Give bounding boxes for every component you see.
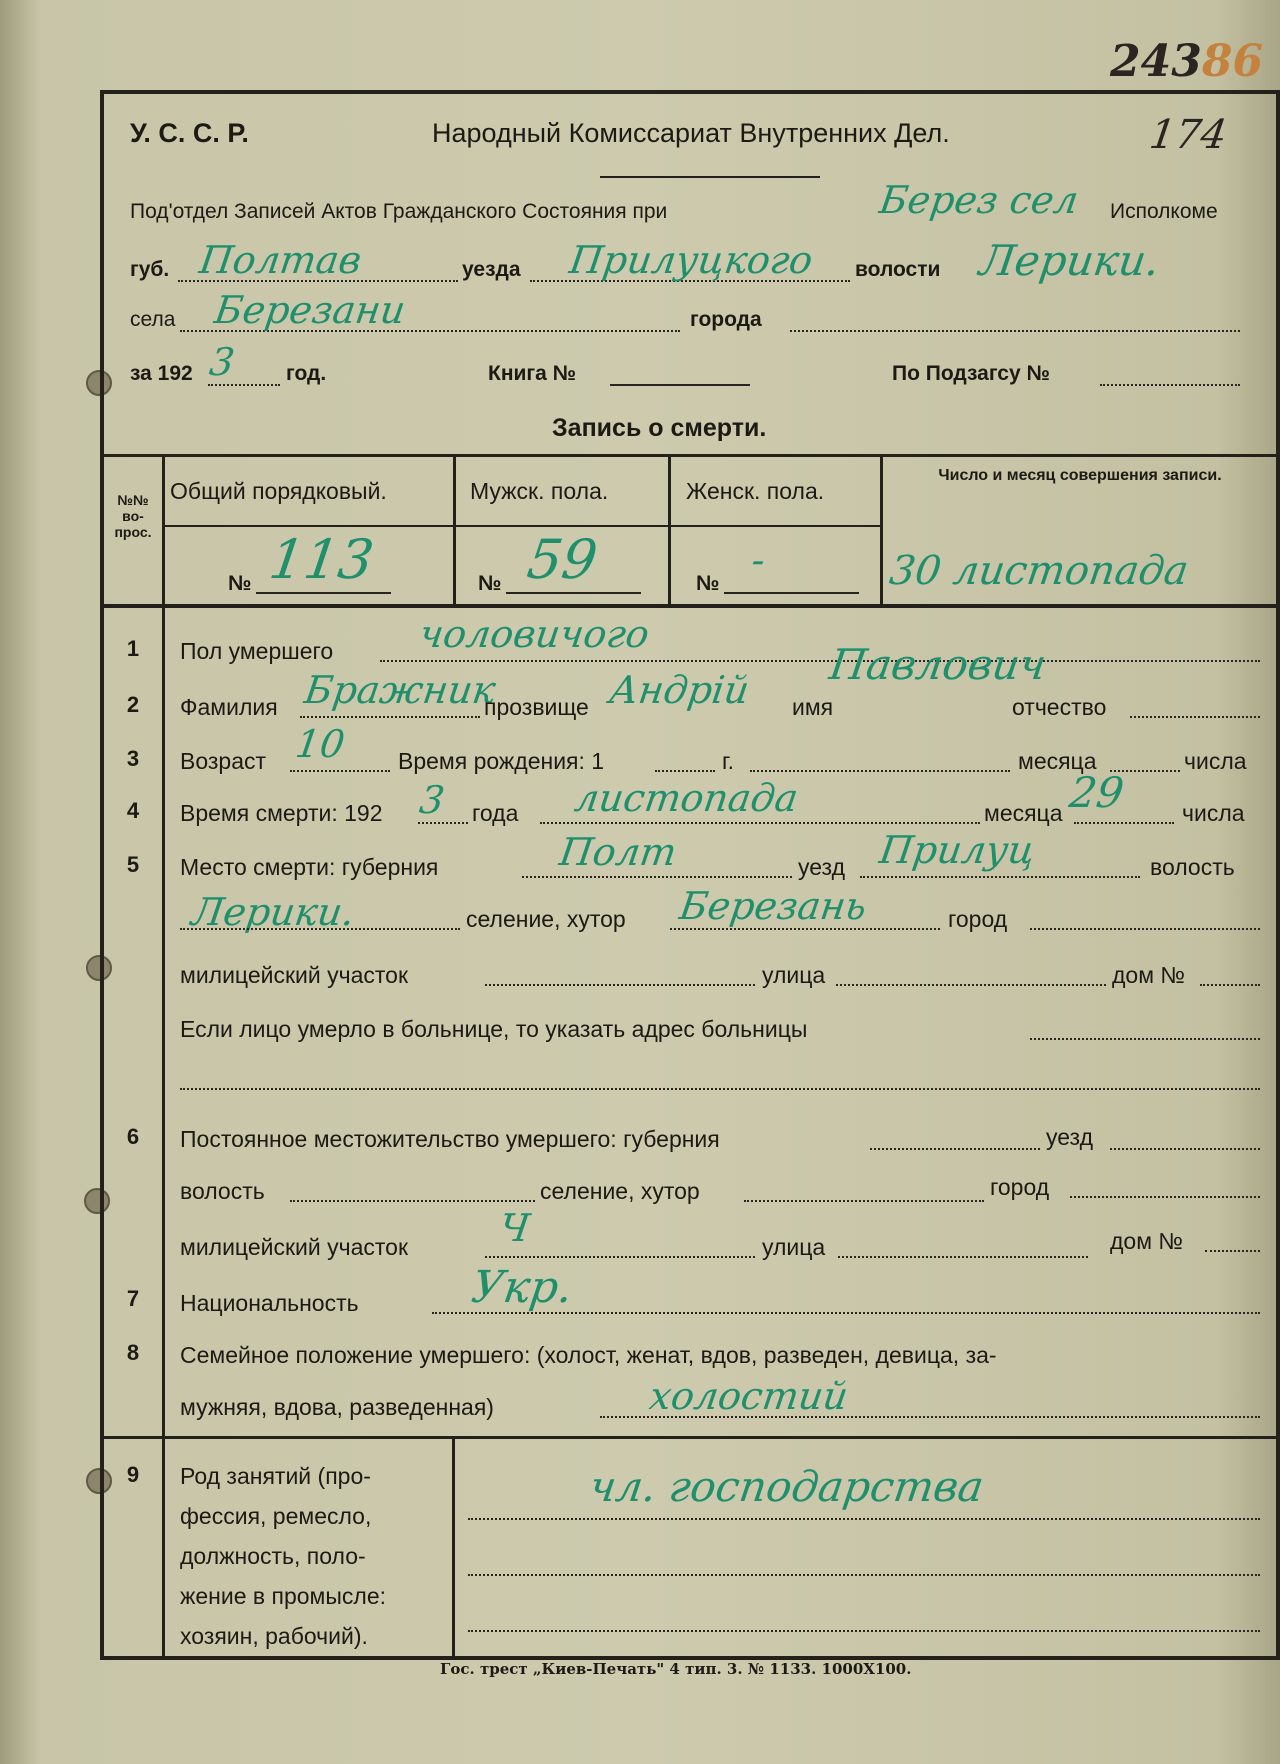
question-number-header: №№ во-прос. xyxy=(114,492,152,540)
general-no-label: № xyxy=(228,572,252,595)
death-militia-field xyxy=(485,984,755,986)
uezd-label: уезда xyxy=(462,258,521,281)
residence-uezd-field xyxy=(1110,1148,1260,1150)
birth-month-field xyxy=(750,770,1010,772)
row-number: 1 xyxy=(126,636,140,661)
row9-divider-line xyxy=(452,1436,455,1658)
general-header: Общий порядковый. xyxy=(170,478,387,504)
row-number: 4 xyxy=(126,798,140,823)
hospital-field-line2 xyxy=(180,1088,1260,1090)
marital-label-line2: мужняя, вдова, разведенная) xyxy=(180,1394,494,1420)
male-column-line xyxy=(668,454,671,604)
sex-hw: чоловичого xyxy=(416,612,652,656)
ussr-label: У. С. С. Р. xyxy=(130,118,249,148)
residence-village-field xyxy=(744,1200,984,1202)
occupation-field-2 xyxy=(468,1574,1260,1576)
occupation-field-1 xyxy=(468,1518,1260,1520)
record-date-hw: 30 листопада xyxy=(886,548,1192,594)
num-column-line xyxy=(162,454,165,1658)
title-underline xyxy=(600,176,820,178)
name-hw: Павлович xyxy=(826,640,1050,689)
death-volost-field xyxy=(180,928,460,930)
death-uezd-hw: Прилуц xyxy=(876,828,1038,872)
death-month-label: месяца xyxy=(984,800,1063,826)
row-number: 8 xyxy=(126,1340,140,1365)
volost-hw: Лерики. xyxy=(976,236,1163,285)
gorod-label: города xyxy=(690,308,762,331)
surname-field xyxy=(300,716,480,718)
year-label-pre: за 192 xyxy=(130,362,193,385)
row9-top-line xyxy=(100,1436,1280,1439)
kniga-field xyxy=(610,384,750,386)
death-time-label: Время смерти: 192 xyxy=(180,800,383,826)
female-number-hw: - xyxy=(748,538,768,582)
row-number: 6 xyxy=(126,1124,140,1149)
residence-city-label: город xyxy=(990,1174,1050,1200)
birth-year-field xyxy=(655,770,715,772)
volost-label: волости xyxy=(855,258,941,281)
marital-label-line1: Семейное положение умершего: (холост, женат, вдов, разведен, девица, за- xyxy=(180,1342,997,1368)
death-uezd-field xyxy=(860,876,1140,878)
header-mid-line xyxy=(162,525,880,527)
nationality-label: Национальность xyxy=(180,1290,359,1316)
occupation-hw: чл. господарства xyxy=(586,1462,987,1511)
occupation-field-3 xyxy=(468,1630,1260,1632)
occupation-label-line: Род занятий (про- xyxy=(180,1463,371,1489)
name-label: имя xyxy=(792,694,834,720)
residence-uezd-label: уезд xyxy=(1046,1124,1093,1150)
nickname-hw: Андрій xyxy=(606,668,752,712)
residence-militia-hw: Ч xyxy=(496,1206,533,1250)
residence-village-label: селение, хутор xyxy=(540,1178,700,1204)
residence-house-label: дом № xyxy=(1110,1228,1184,1254)
gub-hw: Полтав xyxy=(196,238,365,282)
occupation-label-line: должность, поло- xyxy=(180,1543,366,1569)
office-label: Под'отдел Записей Актов Гражданского Состояния при xyxy=(130,200,668,223)
residence-militia-field xyxy=(485,1256,755,1258)
death-city-label: город xyxy=(948,906,1008,932)
death-house-field xyxy=(1200,984,1260,986)
residence-gub-field xyxy=(870,1148,1040,1150)
birth-month-label: месяца xyxy=(1018,748,1097,774)
hospital-label: Если лицо умерло в больнице, то указать адрес больницы xyxy=(180,1016,808,1042)
patronymic-label: отчество xyxy=(1012,694,1107,720)
death-volost-label: волость xyxy=(1150,854,1235,880)
male-header: Мужск. пола. xyxy=(470,478,609,504)
occupation-label-line: жение в промысле: xyxy=(180,1583,387,1609)
year-label-post: год. xyxy=(286,362,327,385)
table-header-bottom-line xyxy=(100,604,1280,608)
sex-field xyxy=(380,660,1260,662)
age-field xyxy=(290,770,390,772)
archive-page-number xyxy=(1110,36,1263,87)
residence-street-field xyxy=(838,1256,1088,1258)
print-footer: Гос. трест „Киев-Печать" 4 тип. 3. № 1133. 1000Х100. xyxy=(440,1660,912,1678)
birth-year-label: г. xyxy=(722,748,734,774)
age-label: Возраст xyxy=(180,748,267,774)
death-house-label: дом № xyxy=(1112,962,1186,988)
death-year-field xyxy=(418,822,468,824)
female-header: Женск. пола. xyxy=(686,478,825,504)
surname-hw: Бражник xyxy=(301,668,499,712)
nickname-label: прозвище xyxy=(484,694,589,720)
death-place-label: Место смерти: губерния xyxy=(180,854,439,880)
selo-label: села xyxy=(130,308,176,331)
female-no-field xyxy=(724,592,859,594)
residence-volost-label: волость xyxy=(180,1178,265,1204)
residence-volost-field xyxy=(290,1200,535,1202)
register-number-hw: 174 xyxy=(1146,112,1230,158)
residence-city-field xyxy=(1070,1196,1260,1198)
death-village-label: селение, хутор xyxy=(466,906,626,932)
surname-label: Фамилия xyxy=(180,694,278,720)
row-number: 2 xyxy=(126,692,140,717)
marital-hw: холостий xyxy=(646,1374,851,1418)
uezd-hw: Прилуцкого xyxy=(566,238,816,282)
hospital-field xyxy=(1030,1038,1260,1040)
female-no-label: № xyxy=(696,572,720,595)
male-no-label: № xyxy=(478,572,502,595)
residence-militia-label: милицейский участок xyxy=(180,1234,409,1260)
birth-label: Время рождения: 1 xyxy=(398,748,605,774)
death-gub-field xyxy=(522,876,792,878)
general-no-field xyxy=(256,592,391,594)
death-day-hw: 29 xyxy=(1066,768,1127,817)
patronymic-field xyxy=(1130,716,1260,718)
year-field xyxy=(208,384,280,386)
commissariat-title: Народный Комиссариат Внутренних Дел. xyxy=(432,118,950,148)
executive-label: Исполкоме xyxy=(1110,200,1218,223)
death-volost-hw: Лерики. xyxy=(188,890,358,934)
selo-hw: Березани xyxy=(211,288,409,332)
residence-house-field xyxy=(1205,1250,1260,1252)
gorod-field xyxy=(790,330,1240,332)
death-month-hw: листопада xyxy=(571,776,801,820)
death-gub-hw: Полт xyxy=(556,830,680,874)
general-column-line xyxy=(453,454,456,604)
birth-day-label: числа xyxy=(1184,748,1247,774)
death-militia-label: милицейский участок xyxy=(180,962,409,988)
death-street-label: улица xyxy=(762,962,826,988)
row-number: 5 xyxy=(126,852,140,877)
record-title: Запись о смерти. xyxy=(552,414,767,442)
death-year-label: года xyxy=(472,800,519,826)
death-street-field xyxy=(836,984,1106,986)
row-number: 7 xyxy=(126,1286,140,1311)
podzags-label: По Подзагсу № xyxy=(892,362,1050,385)
office-hw: Берез сел xyxy=(876,178,1082,222)
death-day-field xyxy=(1074,822,1174,824)
residence-street-label: улица xyxy=(762,1234,826,1260)
occupation-label-line: хозяин, рабочий). xyxy=(180,1623,368,1649)
row-number: 3 xyxy=(126,746,140,771)
death-uezd-label: уезд xyxy=(798,854,845,880)
death-city-field xyxy=(1030,928,1260,930)
nationality-hw: Укр. xyxy=(468,1262,576,1313)
death-village-hw: Березань xyxy=(676,884,870,928)
residence-label: Постоянное местожительство умершего: губерния xyxy=(180,1126,720,1152)
general-number-hw: 113 xyxy=(265,528,378,591)
male-number-hw: 59 xyxy=(523,528,602,591)
age-hw: 10 xyxy=(292,722,348,766)
date-header: Число и месяц совершения записи. xyxy=(938,467,1222,484)
occupation-label xyxy=(180,1456,440,1656)
occupation-label-line: фессия, ремесло, xyxy=(180,1503,372,1529)
row-number: 9 xyxy=(126,1462,140,1487)
archive-number-black: 243 xyxy=(1110,36,1202,87)
female-column-line xyxy=(880,454,883,604)
table-top-line xyxy=(100,454,1280,457)
podzags-field xyxy=(1100,384,1240,386)
death-village-field xyxy=(670,928,940,930)
death-day-label: числа xyxy=(1182,800,1245,826)
kniga-label: Книга № xyxy=(488,362,577,385)
archive-number-orange: 86 xyxy=(1201,36,1264,87)
sex-label: Пол умершего xyxy=(180,638,334,664)
death-year-hw: 3 xyxy=(416,778,448,822)
year-hw: 3 xyxy=(206,340,238,384)
gub-label: губ. xyxy=(130,258,170,281)
death-month-field xyxy=(540,822,980,824)
male-no-field xyxy=(506,592,641,594)
